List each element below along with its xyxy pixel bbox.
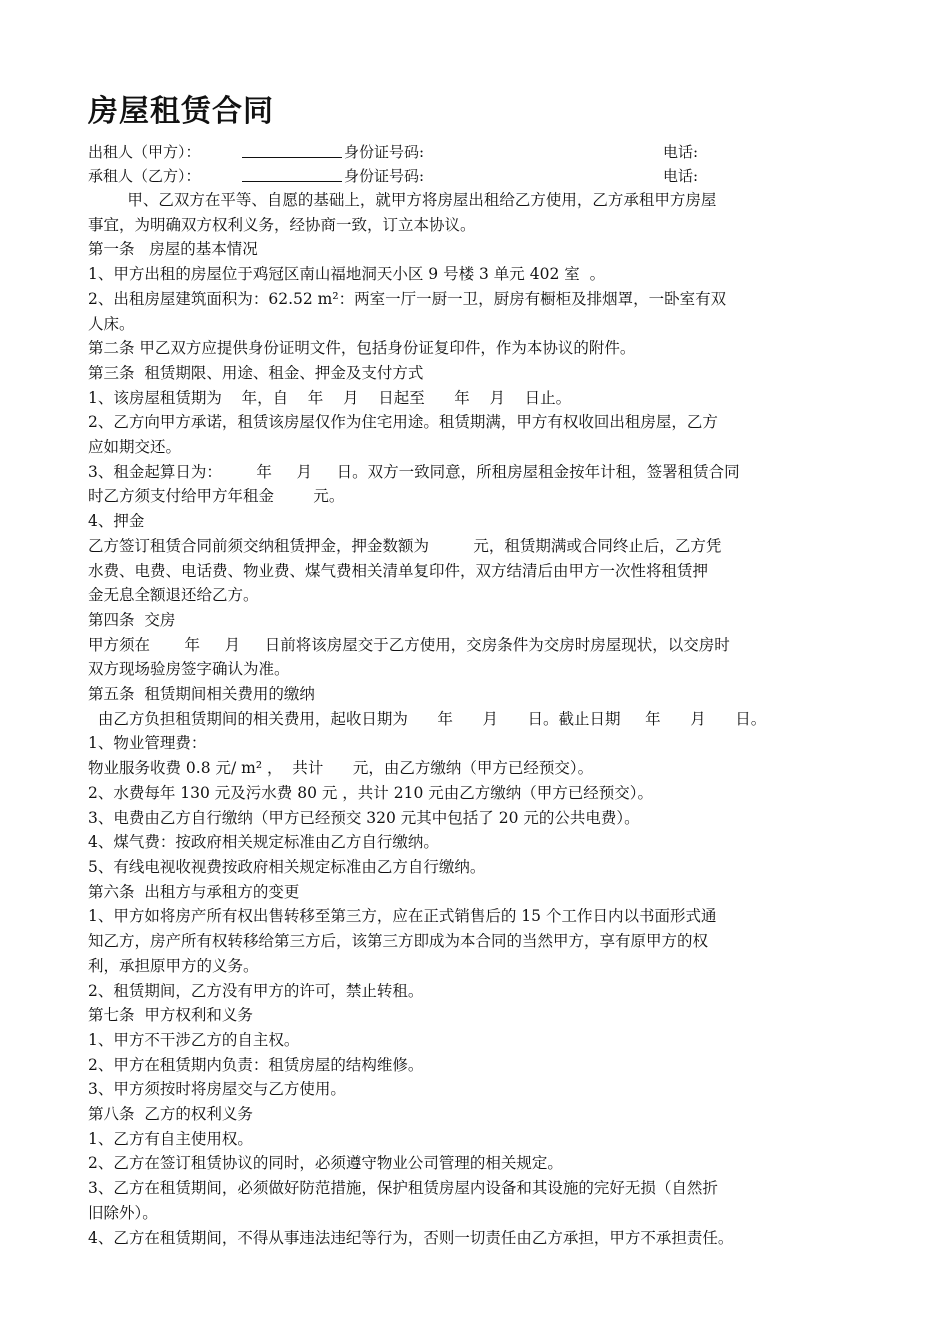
contract-line: 利，承担原甲方的义务。 — [88, 956, 259, 975]
contract-line: 水费、电费、电话费、物业费、煤气费相关清单复印件，双方结清后由甲方一次性将租赁押 — [88, 561, 709, 580]
contract-line: 双方现场验房签字确认为准。 — [88, 660, 290, 679]
contract-line: 2、出租房屋建筑面积为：62.52 m²：两室一厅一厨一卫，厨房有橱柜及排烟罩，一卧室有双 — [88, 289, 727, 308]
contract-line: 甲、乙双方在平等、自愿的基础上，就甲方将房屋出租给乙方使用，乙方承租甲方房屋 — [88, 191, 717, 209]
contract-line: 2、水费每年 130 元及污水费 80 元 ，共计 210 元由乙方缴纳（甲方已经预交）。 — [88, 783, 653, 802]
contract-line: 第七条 甲方权利和义务 — [88, 1006, 253, 1025]
contract-line: 第四条 交房 — [88, 610, 176, 629]
contract-line: 应如期交还。 — [88, 438, 182, 457]
contract-line: 人床。 — [88, 314, 135, 333]
contract-line: 1、甲方出租的房屋位于鸡冠区南山福地洞天小区 9 号楼 3 单元 402 室 。 — [88, 265, 606, 284]
contract-line: 乙方签订租赁合同前须交纳租赁押金，押金数额为 元，租赁期满或合同终止后，乙方凭 — [88, 536, 722, 555]
lessor-line — [88, 140, 878, 164]
contract-page — [88, 92, 878, 1250]
contract-line: 第六条 出租方与承租方的变更 — [88, 882, 300, 901]
contract-line: 3、电费由乙方自行缴纳（甲方已经预交 320 元其中包括了 20 元的公共电费）。 — [88, 808, 640, 827]
contract-line: 1、甲方如将房产所有权出售转移至第三方，应在正式销售后的 15 个工作日内以书面形式通 — [88, 907, 717, 926]
contract-line: 事宜，为明确双方权利义务，经协商一致，订立本协议。 — [88, 215, 476, 234]
contract-line: 2、租赁期间，乙方没有甲方的许可，禁止转租。 — [88, 981, 424, 1000]
lessee-id-label: 身份证号码: — [344, 167, 425, 185]
lessor-label: 出租人（甲方）： — [88, 143, 201, 161]
contract-line: 由乙方负担租赁期间的相关费用，起收日期为 年 月 日。截止日期 年 月 日。 — [88, 709, 767, 728]
lessor-phone-label: 电话: — [663, 143, 699, 161]
contract-line: 2、甲方在租赁期内负责：租赁房屋的结构维修。 — [88, 1055, 424, 1074]
lessee-phone-label: 电话: — [663, 167, 699, 185]
contract-line: 时乙方须支付给甲方年租金 元。 — [88, 487, 345, 506]
contract-line: 物业服务收费 0.8 元/ m² ， 共计 元，由乙方缴纳（甲方已经预交）。 — [88, 759, 594, 778]
contract-line: 4、煤气费：按政府相关规定标准由乙方自行缴纳。 — [88, 833, 439, 852]
contract-line: 第三条 租赁期限、用途、租金、押金及支付方式 — [88, 363, 424, 382]
contract-line: 知乙方，房产所有权转移给第三方后，该第三方即成为本合同的当然甲方，享有原甲方的权 — [88, 932, 709, 951]
contract-body — [88, 188, 878, 1250]
contract-line: 第二条 甲乙双方应提供身份证明文件，包括身份证复印件，作为本协议的附件。 — [88, 339, 636, 358]
lessee-line — [88, 164, 878, 188]
contract-line: 第八条 乙方的权利义务 — [88, 1105, 253, 1124]
lessee-name-blank — [242, 164, 342, 182]
contract-line: 第一条 房屋的基本情况 — [88, 240, 258, 259]
contract-line: 3、乙方在租赁期间，必须做好防范措施，保护租赁房屋内设备和其设施的完好无损（自然折 — [88, 1179, 718, 1198]
document-title: 房屋租赁合同 — [88, 94, 274, 129]
contract-line: 2、乙方向甲方承诺，租赁该房屋仅作为住宅用途。租赁期满，甲方有权收回出租房屋，乙方 — [88, 413, 718, 432]
contract-line: 甲方须在 年 月 日前将该房屋交于乙方使用，交房条件为交房时房屋现状，以交房时 — [88, 635, 730, 654]
lessee-label: 承租人（乙方）： — [88, 167, 201, 185]
lessor-name-blank — [242, 140, 342, 158]
contract-line: 5、有线电视收视费按政府相关规定标准由乙方自行缴纳。 — [88, 857, 486, 876]
contract-line: 1、物业管理费： — [88, 734, 207, 753]
contract-line: 4、乙方在租赁期间，不得从事违法违纪等行为，否则一切责任由乙方承担，甲方不承担责任。 — [88, 1228, 734, 1247]
contract-line: 第五条 租赁期间相关费用的缴纳 — [88, 685, 315, 704]
contract-line: 金无息全额退还给乙方。 — [88, 586, 259, 605]
contract-line: 4、押金 — [88, 512, 145, 531]
contract-line: 1、乙方有自主使用权。 — [88, 1129, 253, 1148]
lessor-id-label: 身份证号码: — [344, 143, 425, 161]
contract-line: 3、租金起算日为： 年 月 日。双方一致同意，所租房屋租金按年计租，签署租赁合同 — [88, 462, 740, 481]
contract-line: 2、乙方在签订租赁协议的同时，必须遵守物业公司管理的相关规定。 — [88, 1154, 563, 1173]
contract-line: 3、甲方须按时将房屋交与乙方使用。 — [88, 1080, 346, 1099]
contract-line: 1、该房屋租赁期为 年，自 年 月 日起至 年 月 日止。 — [88, 388, 572, 407]
contract-line: 旧除外）。 — [88, 1203, 158, 1222]
contract-line: 1、甲方不干涉乙方的自主权。 — [88, 1030, 300, 1049]
